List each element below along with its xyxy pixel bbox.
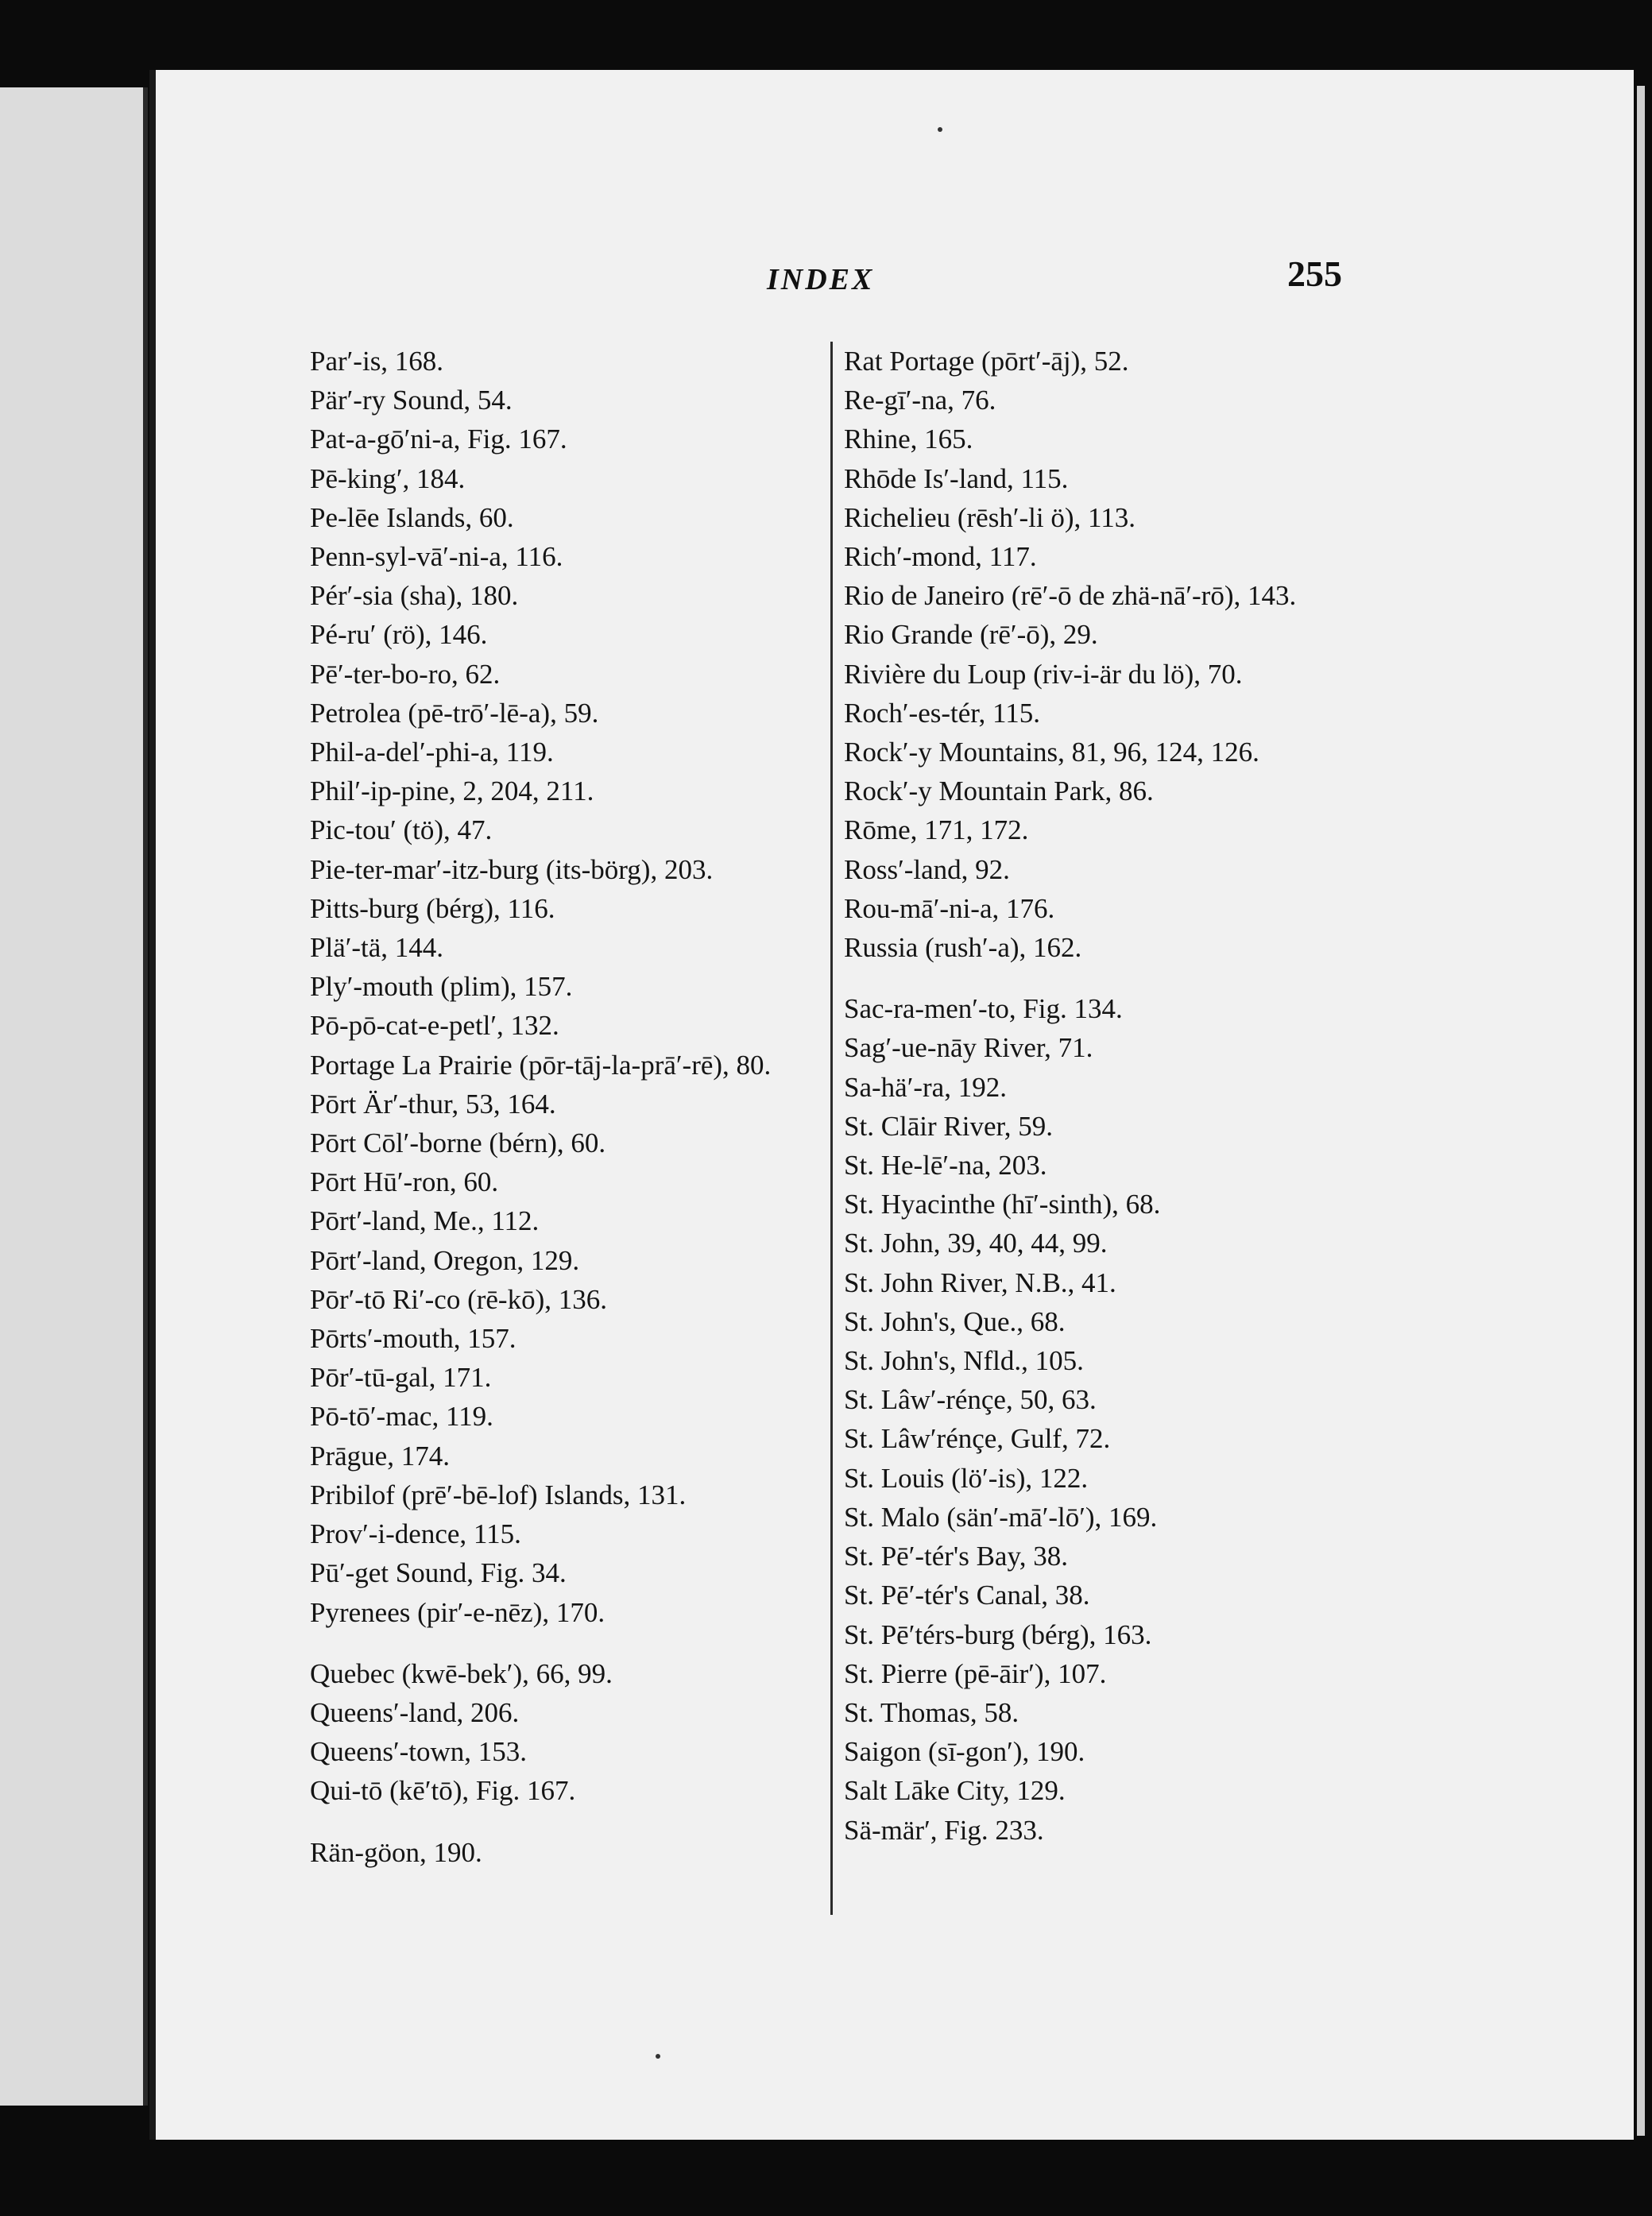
index-entry: St. Thomas, 58. bbox=[844, 1696, 1019, 1728]
index-entry: Rich′-mond, 117. bbox=[844, 541, 1037, 573]
index-entry: Pér′-sia (sha), 180. bbox=[310, 580, 519, 612]
index-entry: Pōrt Är′-thur, 53, 164. bbox=[310, 1088, 556, 1120]
index-entry: Pe-lēe Islands, 60. bbox=[310, 501, 514, 533]
index-entry: Pōrt′-land, Oregon, 129. bbox=[310, 1244, 580, 1276]
index-entry: St. Lâw′rénçe, Gulf, 72. bbox=[844, 1423, 1111, 1455]
page-number: 255 bbox=[1287, 253, 1342, 294]
index-entry: Pōrt Cōl′-borne (bérn), 60. bbox=[310, 1127, 606, 1159]
index-entry: Pōr′-tō Ri′-co (rē-kō), 136. bbox=[310, 1283, 607, 1315]
index-entry: Pitts-burg (bérg), 116. bbox=[310, 892, 555, 924]
section-gap bbox=[844, 967, 1384, 989]
index-entry: Rivière du Loup (riv-i-är du lö), 70. bbox=[844, 658, 1243, 690]
index-entry: Sä-mär′, Fig. 233. bbox=[844, 1814, 1044, 1846]
index-entry: Russia (rush′-a), 162. bbox=[844, 932, 1082, 964]
index-entry: Pär′-ry Sound, 54. bbox=[310, 385, 513, 416]
index-entry: Pū′-get Sound, Fig. 34. bbox=[310, 1557, 567, 1589]
index-entry: St. Malo (sän′-mā′-lō′), 169. bbox=[844, 1501, 1158, 1533]
index-entry: Re-gī′-na, 76. bbox=[844, 385, 996, 416]
index-entry: Pé-ru′ (rö), 146. bbox=[310, 619, 488, 651]
index-entry: Portage La Prairie (pōr-tāj-la-prā′-rē), 80. bbox=[310, 1049, 772, 1081]
index-entry: St. John's, Que., 68. bbox=[844, 1305, 1066, 1337]
index-entry: Rhine, 165. bbox=[844, 423, 973, 455]
index-entry: St. Pē′-tér's Canal, 38. bbox=[844, 1580, 1090, 1611]
index-entry: Saigon (sī-gon′), 190. bbox=[844, 1736, 1085, 1768]
index-entry: Pic-tou′ (tö), 47. bbox=[310, 814, 493, 846]
index-entry: St. Hyacinthe (hī′-sinth), 68. bbox=[844, 1189, 1161, 1220]
index-entry: Pō-tō′-mac, 119. bbox=[310, 1401, 493, 1433]
index-entry: Petrolea (pē-trō′-lē-a), 59. bbox=[310, 697, 599, 729]
index-entry: St. Pierre (pē-āir′), 107. bbox=[844, 1657, 1107, 1689]
scan-speck bbox=[656, 2054, 660, 2059]
index-entry: Queens′-land, 206. bbox=[310, 1696, 520, 1728]
index-entry: Prāgue, 174. bbox=[310, 1440, 450, 1472]
index-entry: Pyrenees (pir′-e-nēz), 170. bbox=[310, 1596, 605, 1628]
index-entry: Phil-a-del′-phi-a, 119. bbox=[310, 737, 554, 768]
index-entry: Rio Grande (rē′-ō), 29. bbox=[844, 619, 1098, 651]
index-entry: St. Lâw′-rénçe, 50, 63. bbox=[844, 1384, 1097, 1416]
index-entry: Sac-ra-men′-to, Fig. 134. bbox=[844, 993, 1123, 1025]
index-entry: Ply′-mouth (plim), 157. bbox=[310, 971, 573, 1003]
index-entry: Ross′-land, 92. bbox=[844, 853, 1010, 885]
index-entry: Sag′-ue-nāy River, 71. bbox=[844, 1032, 1093, 1064]
index-entry: St. John River, N.B., 41. bbox=[844, 1267, 1116, 1298]
index-entry: St. He-lē′-na, 203. bbox=[844, 1150, 1047, 1181]
index-entry: Quebec (kwē-bek′), 66, 99. bbox=[310, 1657, 613, 1689]
index-entry: Sa-hä′-ra, 192. bbox=[844, 1071, 1007, 1103]
index-entry: Rio de Janeiro (rē′-ō de zhä-nā′-rō), 143. bbox=[844, 580, 1297, 612]
index-entry: Salt Lāke City, 129. bbox=[844, 1775, 1066, 1807]
index-entry: Rou-mā′-ni-a, 176. bbox=[844, 892, 1055, 924]
index-entry: St. Pē′térs-burg (bérg), 163. bbox=[844, 1618, 1152, 1650]
section-gap bbox=[310, 1632, 834, 1654]
index-entry: Rock′-y Mountain Park, 86. bbox=[844, 775, 1154, 807]
page-fore-edge bbox=[1637, 86, 1645, 2136]
index-entry: St. John's, Nfld., 105. bbox=[844, 1345, 1084, 1377]
index-entry: St. Louis (lö′-is), 122. bbox=[844, 1462, 1089, 1494]
column-divider bbox=[830, 342, 833, 1915]
index-entry: Penn-syl-vā′-ni-a, 116. bbox=[310, 541, 563, 573]
index-column-left bbox=[310, 342, 834, 1872]
index-entry: Roch′-es-tér, 115. bbox=[844, 697, 1040, 729]
index-entry: Phil′-ip-pine, 2, 204, 211. bbox=[310, 775, 594, 807]
index-entry: Pē′-ter-bo-ro, 62. bbox=[310, 658, 501, 690]
index-entry: Prov′-i-dence, 115. bbox=[310, 1518, 521, 1550]
scan-speck bbox=[938, 127, 942, 132]
index-entry: Pōrts′-mouth, 157. bbox=[310, 1323, 516, 1355]
index-entry: Richelieu (rēsh′-li ö), 113. bbox=[844, 501, 1136, 533]
adjacent-page-edge bbox=[0, 87, 148, 2106]
index-entry: Pō-pō-cat-e-petl′, 132. bbox=[310, 1010, 559, 1042]
index-entry: Queens′-town, 153. bbox=[310, 1736, 528, 1768]
index-entry: Rōme, 171, 172. bbox=[844, 814, 1029, 846]
index-entry: St. John, 39, 40, 44, 99. bbox=[844, 1228, 1108, 1259]
index-entry: Pōrt Hū′-ron, 60. bbox=[310, 1166, 499, 1198]
index-entry: Pie-ter-mar′-itz-burg (its-börg), 203. bbox=[310, 853, 714, 885]
running-header-title: INDEX bbox=[767, 263, 875, 296]
index-entry: Rän-göon, 190. bbox=[310, 1836, 482, 1868]
index-entry: Pē-king′, 184. bbox=[310, 462, 466, 494]
index-entry: St. Pē′-tér's Bay, 38. bbox=[844, 1541, 1068, 1572]
index-entry: Pōrt′-land, Me., 112. bbox=[310, 1205, 540, 1237]
section-gap bbox=[310, 1811, 834, 1833]
index-entry: Qui-tō (kē′tō), Fig. 167. bbox=[310, 1775, 576, 1807]
index-entry: Pōr′-tū-gal, 171. bbox=[310, 1362, 492, 1394]
index-entry: Par′-is, 168. bbox=[310, 346, 444, 377]
index-entry: Rat Portage (pōrt′-āj), 52. bbox=[844, 346, 1129, 377]
index-entry: Plä′-tä, 144. bbox=[310, 932, 444, 964]
index-entry: Pat-a-gō′ni-a, Fig. 167. bbox=[310, 423, 567, 455]
index-entry: Pribilof (prē′-bē-lof) Islands, 131. bbox=[310, 1479, 687, 1510]
index-entry: St. Clāir River, 59. bbox=[844, 1110, 1054, 1142]
index-column-right bbox=[844, 342, 1384, 1850]
index-entry: Rhōde Is′-land, 115. bbox=[844, 462, 1069, 494]
index-entry: Rock′-y Mountains, 81, 96, 124, 126. bbox=[844, 737, 1259, 768]
